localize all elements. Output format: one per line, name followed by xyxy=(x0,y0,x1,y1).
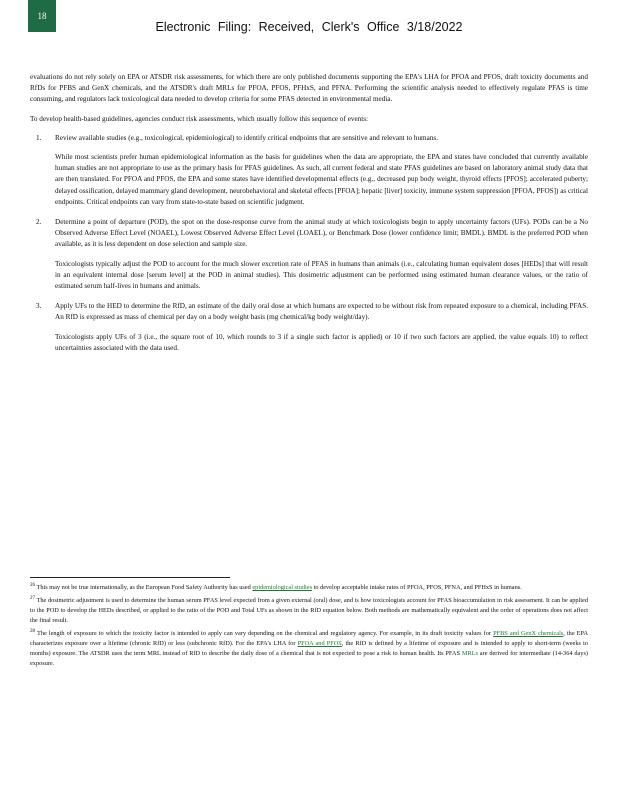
step-item xyxy=(30,301,588,354)
step-text: Determine a point of departure (POD), the spot on the dose-response curve from the animal study at which toxicologists begin to apply uncertainty factors (UFs). PODs can be a No Observed Adverse Effect Level (NOAEL), Lowest Observed Adverse Effect Level (LOAEL), or Benchmark Dose (lower confidence limit; BMDL). BMDL is the preferred POD when available, as it is less dependent on dose selection and sample size. xyxy=(55,218,588,249)
footnote-28 xyxy=(30,627,588,669)
step-detail: Toxicologists typically adjust the POD to account for the much slower excretion rate of PFAS in humans than animals (i.e., calculating human equivalent doses [HEDs] that will result in an equivalent internal dose [serum level] at the POD in animal studies). This dosimetric adjustment can be performed using estimated human clearance values, or the ratio of estimated serum half-lives in humans and animals. xyxy=(55,259,588,291)
step-item xyxy=(30,217,588,292)
page-number: 18 xyxy=(37,11,47,21)
risk-assessment-steps xyxy=(30,133,588,354)
footnote-marker: 26 xyxy=(30,583,35,588)
intro-paragraph: evaluations do not rely solely on EPA or ATSDR risk assessments, for which there are only published documents supporting the EPA's LHA for PFOA and PFOS, draft toxicity documents and RfDs for PFBS and GenX chemicals, and the ATSDR's draft MRLs for PFOA, PFOS, PFHxS, and PFNA. Performing the scientific analysis needed to effectively regulate PFAS is time consuming, and regulators lack toxicological data needed to develop criteria for some PFAS detected in environmental media. xyxy=(30,73,588,104)
filing-header: Electronic Filing: Received, Clerk's Office 3/18/2022 xyxy=(155,20,463,34)
sequence-intro: To develop health-based guidelines, agencies conduct risk assessments, which usually follow this sequence of events: xyxy=(30,114,369,123)
step-number: 1. xyxy=(36,133,42,142)
step-number: 2. xyxy=(36,218,42,227)
footnote-text: , the RfD is defined by a lifetime of exposure and is intended to apply to short-term (weeks to months) exposure. The ATSDR uses the term MRL instead of RfD to describe the daily dose of a chemical that is not expected to pose a risk to human health. Its PFAS xyxy=(30,639,588,657)
footnote-marker: 27 xyxy=(30,596,35,601)
footnote-text: to develop acceptable intake rates of PFOA, PFOS, PFNA, and PFHxS in humans. xyxy=(312,584,522,592)
footnote-highlight: MRLs xyxy=(461,649,478,657)
footnote-link[interactable]: epidemiological studies xyxy=(252,584,313,592)
footnotes xyxy=(30,581,588,670)
step-detail: While most scientists prefer human epidemiological information as the basis for guidelines when the data are appropriate, the EPA and states have concluded that currently available human studies are not appropriate to use as the primary basis for PFAS guidelines. As such, all current federal and state PFAS guidelines are based on laboratory animal study data that are then translated. For PFOA and PFOS, the EPA and some states have identified developmental effects (e.g., decreased pup body weight, thyroid effects [PFOS]; accelerated puberty; delayed ossification, delayed mammary gland development, neurobehavioral and skeletal effects [PFOA]; hepatic [liver] toxicity, immune system suppression [PFOA, PFOS]) as critical endpoints. Critical endpoints can vary from state-to-state based on scientific judgment. xyxy=(55,153,588,206)
step-number: 3. xyxy=(36,302,42,311)
footnote-26 xyxy=(30,581,588,593)
step-text: Apply UFs to the HED to determine the RfD, an estimate of the daily oral dose at which humans are expected to be without risk from repeated exposure to a chemical, including PFAS. An RfD is expressed as mass of chemical per day on a body weight basis (mg chemical/kg body weight/day). xyxy=(55,302,588,322)
footnote-text: The length of exposure to which the toxicity factor is intended to apply can vary depending on the chemical and regulatory agency. For example, in its draft toxicity values for xyxy=(36,629,494,637)
footnote-27 xyxy=(30,594,588,626)
footnote-link[interactable]: PFBS and GenX chemicals xyxy=(493,629,564,637)
footnote-divider xyxy=(30,577,230,578)
footnote-marker: 28 xyxy=(30,628,35,634)
footnote-text: are derived for intermediate (14-364 days) exposure. xyxy=(30,649,588,667)
footnote-text: , the EPA characterizes exposure over a lifetime (chronic RfD) or less (subchronic RfD). For the EPA's LHA for xyxy=(30,629,589,647)
step-text: Review available studies (e.g., toxicological, epidemiological) to identify critical endpoints that are sensitive and relevant to humans. xyxy=(55,133,439,142)
footnote-text: This may not be true internationally, as the European Food Safety Authority has used xyxy=(36,584,253,592)
document-body xyxy=(30,72,588,363)
footnote-text: The dosimetric adjustment is used to determine the human serum PFAS level expected from a given external (oral) dose, and is how toxicologists account for PFAS bioaccumulation in risk assessment. It can be applied to the POD to develop the HEDs described, or applied to the ratio of the POD and Total UFs as shown in the RfD equation below. Both methods are mathematically equivalent and the order of operations does not affect the final result. xyxy=(30,597,588,624)
step-detail: Toxicologists apply UFs of 3 (i.e., the square root of 10, which rounds to 3 if a single such factor is applied) or 10 if two such factors are applied, the value equals 10) to reflect uncertainties associated with the data used. xyxy=(55,332,588,352)
step-item xyxy=(30,133,588,208)
footnote-link[interactable]: PFOA and PFOS xyxy=(297,639,342,647)
